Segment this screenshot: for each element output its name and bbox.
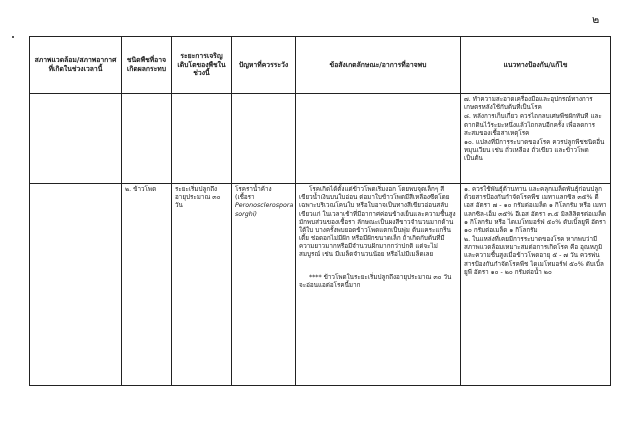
cell-environment — [30, 94, 122, 184]
cell-prevention — [461, 184, 611, 386]
pathogen-species: sorghi) — [235, 210, 257, 218]
header-growth-stage: ระยะการเจริญเติบโตของพืชในช่วงนี้ — [172, 37, 232, 94]
header-problem: ปัญหาที่ควรระวัง — [232, 37, 296, 94]
cell-problem — [232, 94, 296, 184]
cell-environment — [30, 184, 122, 386]
prevention-item: ๒. ในแหล่งที่เคยมีการระบาดของโรค หากพบว่ามีสภาพแวดล้อมเหมาะสมต่อการเกิดโรค คือ อุณหภูมิและความชื้นสูงเมื่อข้าวโพดอายุ ๕ - ๗ วัน ควรพ่นสารป้องกันกำจัดโรคพืช ไดเมโทมอร์ฟ ๕๐% ดับเบิ้ลยูพี อัตรา ๑๐ - ๒๐ กรัมต่อน้ำ ๒๐ — [464, 236, 604, 276]
table-row — [30, 184, 611, 386]
page-number: ๒ — [592, 13, 600, 26]
symptom-note: **** ข้าวโพดในระยะเริ่มปลูกถึงอายุประมาณ ๓๐ วัน จะอ่อนแอต่อโรคนี้มาก — [299, 273, 452, 289]
cell-growth-stage: ระยะเริ่มปลูกถึงอายุประมาณ ๓๐ วัน — [172, 184, 232, 386]
pathogen-genus: Peronosclerospora — [235, 202, 294, 210]
table-row — [30, 94, 611, 184]
header-environment: สภาพแวดล้อม/สภาพอากาศที่เกิดในช่วงเวลานี้ — [30, 37, 122, 94]
pathogen-prefix: (เชื้อรา — [235, 194, 255, 202]
pest-warning-table — [29, 36, 611, 386]
cell-symptoms — [296, 184, 461, 386]
cell-problem — [232, 184, 296, 386]
cell-crop: ๒. ข้าวโพด — [122, 184, 172, 386]
scan-mark — [12, 36, 14, 38]
header-symptoms: ข้อสังเกตลักษณะ/อาการที่อาจพบ — [296, 37, 461, 94]
prevention-item: ๑. ควรใช้พันธุ์ต้านทาน และคลุกเมล็ดพันธุ์ก่อนปลูกด้วยสารป้องกันกำจัดโรคพืช เมทาแลกซิล ๓๕% ดีเอส อัตรา ๗ - ๑๐ กรัมต่อเมล็ด ๑ กิโลกรัม หรือ เมทาแลกซิล-เอ็ม ๓๕% อีเอส อัตรา ๓.๕ มิลลิลิตรต่อเมล็ด ๑ กิโลกรัม หรือ ไดเมโทมอร์ฟ ๕๐% ดับเบิ้ลยูพี อัตรา ๑๐ กรัมต่อเมล็ด ๑ กิโลกรัม — [464, 186, 607, 234]
cell-symptoms — [296, 94, 461, 184]
prevention-item: ๑๐. แปลงที่มีการระบาดของโรค ควรปลูกพืชชนิดอื่นหมุนเวียน เช่น ถั่วเหลือง ถั่วเขียว และข้าวโพด เป็นต้น — [464, 138, 605, 163]
table-header-row — [30, 37, 611, 94]
disease-name: โรคราน้ำค้าง — [235, 186, 272, 193]
cell-prevention — [461, 94, 611, 184]
prevention-item: ๗. ทำความสะอาดเครื่องมือและอุปกรณ์ทางการเกษตรหลังใช้กับต้นที่เป็นโรค — [464, 96, 593, 112]
cell-growth-stage — [172, 94, 232, 184]
cell-crop — [122, 94, 172, 184]
symptom-description: โรคเกิดได้ตั้งแต่ข้าวโพดเริ่มงอก โดยพบจุดเล็กๆ สีเขียวน้ำเงินบนใบอ่อน ต่อมาใบข้าวโพดมีสีเหลืองซีดโดยเฉพาะบริเวณโคนใบ หรือใบอาจเป็นทางสีเขียวอ่อนสลับเขียวแก่ ในเวลาเช้าที่มีอากาศค่อนข้างเย็นและความชื้นสูงมักพบส่วนของเชื้อรา ลักษณะเป็นผงสีขาวจำนวนมากด้านใต้ใบ บางครั้งพบยอดข้าวโพดแตกเป็นพุ่ม ต้นแคระแกร็น เตี้ย ช่อดอกไม่มีฝัก หรือมีฝักขนาดเล็ก ถ้าเกิดกับต้นที่มีความยาวมากหรือมีจำนวนฝักมากกว่าปกติ แต่จะไม่สมบูรณ์ เช่น มีเมล็ดจำนวนน้อย หรือไม่มีเมล็ดเลย — [299, 186, 456, 259]
header-prevention: แนวทางป้องกัน/แก้ไข — [461, 37, 611, 94]
header-crop: ชนิดพืชที่อาจเกิดผลกระทบ — [122, 37, 172, 94]
prevention-item: ๘. หลังการเก็บเกี่ยว ควรไถกลบเศษพืชผักทันที และตากดินไว้ระยะหนึ่งแล้วไถกลบอีกครั้ง เพื่อลดการสะสมของเชื้อสาเหตุโรค — [464, 113, 602, 137]
